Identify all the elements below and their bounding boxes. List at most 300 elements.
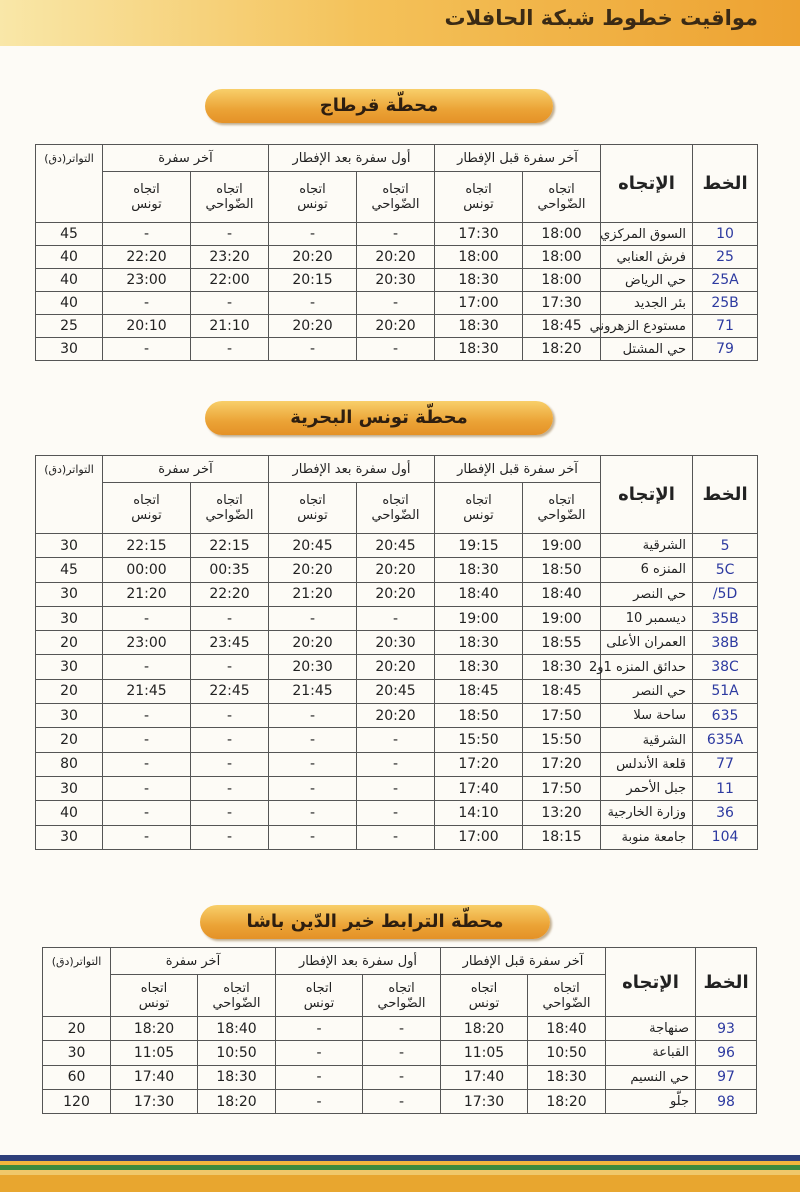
cell-first-after-iftar-suburbs: - — [363, 1089, 441, 1113]
cell-last-before-iftar-suburbs: 18:20 — [528, 1089, 606, 1113]
table-row — [36, 825, 758, 849]
cell-last-trip-tunis: 23:00 — [103, 631, 191, 655]
cell-first-after-iftar-tunis: - — [276, 1089, 363, 1113]
header-last-trip: آخر سفرة — [111, 948, 276, 975]
line-number: 635 — [693, 704, 758, 728]
cell-last-trip-tunis: 23:00 — [103, 269, 191, 292]
line-number: 5D/ — [693, 582, 758, 606]
header-dir-suburbs-word: اتجاه — [216, 182, 243, 197]
cell-first-after-iftar-tunis: - — [269, 728, 357, 752]
cell-last-before-iftar-tunis: 18:30 — [435, 269, 523, 292]
cell-last-before-iftar-tunis: 19:15 — [435, 534, 523, 558]
cell-last-before-iftar-tunis: 19:00 — [435, 606, 523, 630]
cell-frequency: 25 — [36, 315, 103, 338]
cell-last-before-iftar-tunis: 17:00 — [435, 825, 523, 849]
header-dir-suburbs — [357, 483, 435, 534]
cell-first-after-iftar-tunis: - — [276, 1065, 363, 1089]
header-dir-suburbs-place: الضّواحي — [371, 197, 420, 212]
direction-name: قلعة الأندلس — [601, 752, 693, 776]
header-dir-suburbs — [523, 483, 601, 534]
cell-first-after-iftar-suburbs: - — [363, 1041, 441, 1065]
cell-first-after-iftar-tunis: 20:15 — [269, 269, 357, 292]
cell-frequency: 20 — [36, 631, 103, 655]
cell-last-trip-tunis: 21:45 — [103, 679, 191, 703]
cell-last-before-iftar-tunis: 11:05 — [441, 1041, 528, 1065]
cell-frequency: 20 — [43, 1017, 111, 1041]
cell-first-after-iftar-tunis: - — [276, 1041, 363, 1065]
header-dir-tunis-place: تونس — [131, 508, 162, 523]
cell-last-trip-tunis: 00:00 — [103, 558, 191, 582]
header-dir-suburbs — [528, 975, 606, 1017]
cell-frequency: 30 — [36, 338, 103, 361]
cell-last-before-iftar-tunis: 17:20 — [435, 752, 523, 776]
line-number: 5 — [693, 534, 758, 558]
table-row — [36, 801, 758, 825]
cell-first-after-iftar-suburbs: - — [357, 752, 435, 776]
header-dir-tunis-word: اتجاه — [299, 493, 326, 508]
direction-name: فرش العنابي — [601, 246, 693, 269]
header-dir-tunis — [441, 975, 528, 1017]
cell-last-trip-tunis: 20:10 — [103, 315, 191, 338]
header-dir-tunis-word: اتجاه — [465, 493, 492, 508]
cell-first-after-iftar-suburbs: 20:20 — [357, 558, 435, 582]
cell-last-trip-suburbs: 18:40 — [198, 1017, 276, 1041]
table-row — [36, 338, 758, 361]
line-number: 79 — [693, 338, 758, 361]
direction-name: السوق المركزي — [601, 223, 693, 246]
cell-first-after-iftar-suburbs: - — [357, 338, 435, 361]
cell-frequency: 40 — [36, 246, 103, 269]
cell-first-after-iftar-suburbs: 20:45 — [357, 534, 435, 558]
cell-last-before-iftar-tunis: 18:20 — [441, 1017, 528, 1041]
cell-last-trip-suburbs: - — [191, 728, 269, 752]
cell-first-after-iftar-tunis: - — [276, 1017, 363, 1041]
cell-last-trip-tunis: - — [103, 776, 191, 800]
table-row — [36, 728, 758, 752]
schedule-table-kheireddine-pacha — [42, 947, 757, 1114]
cell-last-trip-tunis: 21:20 — [103, 582, 191, 606]
cell-last-trip-tunis: 17:30 — [111, 1089, 198, 1113]
cell-last-before-iftar-tunis: 18:30 — [435, 558, 523, 582]
header-dir-suburbs-place: الضّواحي — [542, 995, 591, 1011]
header-dir-suburbs-word: اتجاه — [223, 980, 250, 996]
cell-last-before-iftar-suburbs: 18:30 — [523, 655, 601, 679]
direction-name: جلّو — [606, 1089, 696, 1113]
header-dir-tunis — [269, 483, 357, 534]
cell-first-after-iftar-tunis: 21:20 — [269, 582, 357, 606]
header-dir-tunis — [103, 172, 191, 223]
cell-first-after-iftar-suburbs: - — [357, 728, 435, 752]
line-number: 96 — [696, 1041, 757, 1065]
cell-first-after-iftar-suburbs: 20:20 — [357, 582, 435, 606]
header-dir-tunis — [435, 483, 523, 534]
cell-last-before-iftar-tunis: 18:45 — [435, 679, 523, 703]
header-dir-tunis-word: اتجاه — [299, 182, 326, 197]
station-title-kheireddine-pacha: محطّة الترابط خير الدّين باشا — [200, 905, 550, 939]
header-row — [36, 145, 758, 172]
cell-last-trip-tunis: - — [103, 704, 191, 728]
cell-frequency: 20 — [36, 728, 103, 752]
direction-name: حي النصر — [601, 582, 693, 606]
cell-first-after-iftar-suburbs: 20:30 — [357, 269, 435, 292]
cell-last-before-iftar-tunis: 17:00 — [435, 292, 523, 315]
table-row — [36, 246, 758, 269]
header-dir-tunis-place: تونس — [297, 508, 328, 523]
cell-last-before-iftar-suburbs: 17:50 — [523, 776, 601, 800]
table-row — [36, 269, 758, 292]
footer-stripes — [0, 1155, 800, 1192]
header-row — [36, 456, 758, 483]
cell-last-before-iftar-tunis: 18:30 — [435, 655, 523, 679]
station-title-tunis-marine: محطّة تونس البحرية — [205, 401, 553, 435]
header-dir-tunis-word: اتجاه — [470, 980, 498, 996]
cell-first-after-iftar-suburbs: 20:20 — [357, 315, 435, 338]
cell-last-trip-tunis: 17:40 — [111, 1065, 198, 1089]
station-title-carthage: محطّة قرطاج — [205, 89, 553, 123]
cell-frequency: 40 — [36, 292, 103, 315]
header-dir-suburbs-place: الضّواحي — [205, 508, 254, 523]
cell-frequency: 30 — [43, 1041, 111, 1065]
cell-last-before-iftar-suburbs: 13:20 — [523, 801, 601, 825]
cell-last-before-iftar-tunis: 14:10 — [435, 801, 523, 825]
cell-first-after-iftar-suburbs: 20:20 — [357, 655, 435, 679]
cell-first-after-iftar-suburbs: 20:30 — [357, 631, 435, 655]
direction-name: القباعة — [606, 1041, 696, 1065]
header-first-after-iftar: أول سفرة بعد الإفطار — [276, 948, 441, 975]
cell-last-trip-tunis: - — [103, 801, 191, 825]
cell-last-trip-tunis: - — [103, 752, 191, 776]
cell-last-trip-tunis: 11:05 — [111, 1041, 198, 1065]
direction-name: العمران الأعلى — [601, 631, 693, 655]
header-dir-tunis-place: تونس — [463, 197, 494, 212]
cell-last-trip-suburbs: - — [191, 752, 269, 776]
cell-last-before-iftar-suburbs: 18:00 — [523, 223, 601, 246]
table-row — [36, 655, 758, 679]
cell-first-after-iftar-suburbs: - — [357, 825, 435, 849]
line-number: 77 — [693, 752, 758, 776]
stripe-orange — [0, 1175, 800, 1192]
cell-last-trip-tunis: 22:15 — [103, 534, 191, 558]
header-dir-suburbs — [191, 172, 269, 223]
cell-last-trip-suburbs: 22:20 — [191, 582, 269, 606]
line-number: 38C — [693, 655, 758, 679]
cell-last-trip-tunis: - — [103, 292, 191, 315]
table-row — [36, 631, 758, 655]
cell-frequency: 30 — [36, 776, 103, 800]
table-row — [36, 223, 758, 246]
cell-first-after-iftar-tunis: - — [269, 704, 357, 728]
header-dir-tunis — [276, 975, 363, 1017]
header-dir-suburbs-word: اتجاه — [388, 980, 415, 996]
cell-last-before-iftar-tunis: 17:40 — [435, 776, 523, 800]
line-number: 36 — [693, 801, 758, 825]
cell-last-trip-tunis: - — [103, 606, 191, 630]
line-number: 11 — [693, 776, 758, 800]
cell-first-after-iftar-suburbs: 20:45 — [357, 679, 435, 703]
cell-last-trip-tunis: 18:20 — [111, 1017, 198, 1041]
header-line: الخط — [696, 948, 757, 1017]
header-last-before-iftar: آخر سفرة قبل الإفطار — [441, 948, 606, 975]
cell-first-after-iftar-suburbs: - — [363, 1017, 441, 1041]
cell-first-after-iftar-tunis: 20:20 — [269, 315, 357, 338]
cell-last-before-iftar-tunis: 18:30 — [435, 338, 523, 361]
cell-last-trip-suburbs: - — [191, 704, 269, 728]
cell-last-trip-suburbs: 21:10 — [191, 315, 269, 338]
header-first-after-iftar: أول سفرة بعد الإفطار — [269, 145, 435, 172]
direction-name: ديسمبر 10 — [601, 606, 693, 630]
direction-name: صنهاجة — [606, 1017, 696, 1041]
direction-name: جبل الأحمر — [601, 776, 693, 800]
header-last-before-iftar: آخر سفرة قبل الإفطار — [435, 456, 601, 483]
cell-last-trip-tunis: - — [103, 655, 191, 679]
table-row — [36, 582, 758, 606]
cell-first-after-iftar-tunis: 20:20 — [269, 246, 357, 269]
line-number: 25 — [693, 246, 758, 269]
cell-frequency: 60 — [43, 1065, 111, 1089]
cell-frequency: 80 — [36, 752, 103, 776]
cell-last-before-iftar-tunis: 18:40 — [435, 582, 523, 606]
cell-first-after-iftar-suburbs: - — [357, 223, 435, 246]
cell-last-trip-suburbs: 22:45 — [191, 679, 269, 703]
page-title: مواقيت خطوط شبكة الحافلات — [444, 6, 758, 30]
cell-last-before-iftar-suburbs: 18:30 — [528, 1065, 606, 1089]
cell-last-trip-suburbs: - — [191, 776, 269, 800]
table-row — [36, 606, 758, 630]
header-line: الخط — [693, 145, 758, 223]
direction-name: مستودع الزهروني — [601, 315, 693, 338]
cell-first-after-iftar-tunis: - — [269, 292, 357, 315]
line-number: 98 — [696, 1089, 757, 1113]
cell-frequency: 30 — [36, 825, 103, 849]
header-dir-tunis-word: اتجاه — [305, 980, 333, 996]
cell-last-before-iftar-suburbs: 18:50 — [523, 558, 601, 582]
header-frequency: التواتر(دق) — [36, 145, 103, 223]
cell-frequency: 40 — [36, 801, 103, 825]
cell-last-before-iftar-tunis: 17:30 — [435, 223, 523, 246]
cell-frequency: 30 — [36, 704, 103, 728]
table-row — [43, 1017, 757, 1041]
cell-first-after-iftar-tunis: 20:20 — [269, 558, 357, 582]
schedule-table-tunis-marine — [35, 455, 758, 850]
table-row — [36, 704, 758, 728]
line-number: 25B — [693, 292, 758, 315]
cell-last-trip-suburbs: - — [191, 338, 269, 361]
header-frequency: التواتر(دق) — [36, 456, 103, 534]
cell-last-before-iftar-suburbs: 17:20 — [523, 752, 601, 776]
table-row — [36, 315, 758, 338]
direction-name: ساحة سلا — [601, 704, 693, 728]
header-dir-suburbs-word: اتجاه — [382, 493, 409, 508]
header-dir-suburbs-place: الضّواحي — [205, 197, 254, 212]
header-dir-tunis-word: اتجاه — [133, 182, 160, 197]
table-row — [36, 679, 758, 703]
direction-name: الشرقية — [601, 728, 693, 752]
header-dir-suburbs-place: الضّواحي — [377, 995, 426, 1011]
cell-last-before-iftar-suburbs: 18:45 — [523, 679, 601, 703]
cell-last-trip-tunis: - — [103, 825, 191, 849]
cell-last-before-iftar-suburbs: 18:20 — [523, 338, 601, 361]
header-dir-suburbs-word: اتجاه — [216, 493, 243, 508]
cell-first-after-iftar-tunis: 20:30 — [269, 655, 357, 679]
header-dir-tunis — [103, 483, 191, 534]
header-dir-suburbs-place: الضّواحي — [371, 508, 420, 523]
line-number: 35B — [693, 606, 758, 630]
cell-last-before-iftar-tunis: 18:30 — [435, 315, 523, 338]
cell-last-trip-suburbs: 23:45 — [191, 631, 269, 655]
cell-frequency: 30 — [36, 582, 103, 606]
cell-first-after-iftar-tunis: 20:45 — [269, 534, 357, 558]
header-dir-tunis-place: تونس — [138, 995, 170, 1011]
line-number: 635A — [693, 728, 758, 752]
cell-last-trip-suburbs: - — [191, 606, 269, 630]
header-dir-suburbs-place: الضّواحي — [537, 508, 586, 523]
header-dir-suburbs-place: الضّواحي — [537, 197, 586, 212]
header-dir-tunis-word: اتجاه — [465, 182, 492, 197]
direction-name: حي المشتل — [601, 338, 693, 361]
cell-frequency: 40 — [36, 269, 103, 292]
cell-first-after-iftar-tunis: 20:20 — [269, 631, 357, 655]
header-dir-suburbs — [191, 483, 269, 534]
direction-name: حي النسيم — [606, 1065, 696, 1089]
cell-frequency: 120 — [43, 1089, 111, 1113]
header-dir-tunis-place: تونس — [303, 995, 335, 1011]
table-row — [36, 776, 758, 800]
cell-last-before-iftar-suburbs: 17:50 — [523, 704, 601, 728]
cell-last-trip-suburbs: - — [191, 223, 269, 246]
top-banner — [0, 0, 800, 46]
cell-last-before-iftar-tunis: 17:40 — [441, 1065, 528, 1089]
cell-last-before-iftar-suburbs: 18:00 — [523, 269, 601, 292]
cell-last-trip-suburbs: 10:50 — [198, 1041, 276, 1065]
cell-frequency: 30 — [36, 534, 103, 558]
header-first-after-iftar: أول سفرة بعد الإفطار — [269, 456, 435, 483]
direction-name: حي النصر — [601, 679, 693, 703]
cell-last-trip-suburbs: 18:20 — [198, 1089, 276, 1113]
header-dir-suburbs-word: اتجاه — [548, 182, 575, 197]
header-dir-suburbs-word: اتجاه — [553, 980, 580, 996]
cell-last-before-iftar-tunis: 15:50 — [435, 728, 523, 752]
header-dir-tunis-word: اتجاه — [140, 980, 168, 996]
cell-last-before-iftar-tunis: 18:30 — [435, 631, 523, 655]
table-row — [43, 1089, 757, 1113]
header-last-trip: آخر سفرة — [103, 145, 269, 172]
cell-first-after-iftar-suburbs: - — [363, 1065, 441, 1089]
header-dir-tunis — [435, 172, 523, 223]
cell-first-after-iftar-tunis: 21:45 — [269, 679, 357, 703]
direction-name: المنزه 6 — [601, 558, 693, 582]
table-row — [36, 534, 758, 558]
table-row — [36, 292, 758, 315]
header-frequency: التواتر(دق) — [43, 948, 111, 1017]
cell-first-after-iftar-suburbs: 20:20 — [357, 704, 435, 728]
cell-last-before-iftar-suburbs: 15:50 — [523, 728, 601, 752]
cell-last-before-iftar-suburbs: 10:50 — [528, 1041, 606, 1065]
cell-first-after-iftar-suburbs: - — [357, 776, 435, 800]
cell-last-trip-tunis: - — [103, 223, 191, 246]
cell-last-before-iftar-tunis: 18:00 — [435, 246, 523, 269]
cell-last-trip-suburbs: 23:20 — [191, 246, 269, 269]
cell-last-trip-suburbs: - — [191, 292, 269, 315]
direction-name: حي الرياض — [601, 269, 693, 292]
cell-first-after-iftar-tunis: - — [269, 752, 357, 776]
header-dir-tunis-place: تونس — [463, 508, 494, 523]
cell-last-before-iftar-suburbs: 18:15 — [523, 825, 601, 849]
line-number: 71 — [693, 315, 758, 338]
table-row — [43, 1065, 757, 1089]
cell-frequency: 30 — [36, 606, 103, 630]
cell-last-trip-suburbs: - — [191, 825, 269, 849]
cell-last-trip-tunis: 22:20 — [103, 246, 191, 269]
direction-name: الشرقية — [601, 534, 693, 558]
line-number: 38B — [693, 631, 758, 655]
cell-first-after-iftar-tunis: - — [269, 338, 357, 361]
cell-last-before-iftar-suburbs: 18:55 — [523, 631, 601, 655]
cell-last-trip-suburbs: 18:30 — [198, 1065, 276, 1089]
header-direction: الإتجاه — [601, 456, 693, 534]
cell-last-before-iftar-suburbs: 18:00 — [523, 246, 601, 269]
line-number: 25A — [693, 269, 758, 292]
header-row — [43, 948, 757, 975]
header-direction: الإتجاه — [606, 948, 696, 1017]
header-dir-tunis-place: تونس — [297, 197, 328, 212]
cell-first-after-iftar-tunis: - — [269, 825, 357, 849]
cell-last-before-iftar-suburbs: 19:00 — [523, 606, 601, 630]
cell-first-after-iftar-suburbs: - — [357, 801, 435, 825]
cell-frequency: 20 — [36, 679, 103, 703]
cell-last-before-iftar-suburbs: 17:30 — [523, 292, 601, 315]
line-number: 10 — [693, 223, 758, 246]
header-direction: الإتجاه — [601, 145, 693, 223]
header-dir-tunis-word: اتجاه — [133, 493, 160, 508]
cell-last-before-iftar-tunis: 18:50 — [435, 704, 523, 728]
cell-last-before-iftar-suburbs: 18:45 — [523, 315, 601, 338]
header-last-trip: آخر سفرة — [103, 456, 269, 483]
cell-last-trip-suburbs: 22:15 — [191, 534, 269, 558]
header-line: الخط — [693, 456, 758, 534]
cell-first-after-iftar-tunis: - — [269, 606, 357, 630]
table-row — [43, 1041, 757, 1065]
header-dir-tunis — [111, 975, 198, 1017]
header-dir-suburbs-word: اتجاه — [548, 493, 575, 508]
cell-last-trip-tunis: - — [103, 728, 191, 752]
table-row — [36, 558, 758, 582]
line-number: 104 — [693, 825, 758, 849]
cell-last-trip-tunis: - — [103, 338, 191, 361]
cell-last-before-iftar-suburbs: 19:00 — [523, 534, 601, 558]
header-dir-tunis-place: تونس — [131, 197, 162, 212]
cell-first-after-iftar-suburbs: - — [357, 292, 435, 315]
header-dir-tunis-place: تونس — [468, 995, 500, 1011]
direction-name: جامعة منوبة — [601, 825, 693, 849]
line-number: 5C — [693, 558, 758, 582]
cell-first-after-iftar-suburbs: 20:20 — [357, 246, 435, 269]
cell-first-after-iftar-suburbs: - — [357, 606, 435, 630]
line-number: 51A — [693, 679, 758, 703]
header-dir-suburbs-word: اتجاه — [382, 182, 409, 197]
line-number: 97 — [696, 1065, 757, 1089]
header-last-before-iftar: آخر سفرة قبل الإفطار — [435, 145, 601, 172]
table-row — [36, 752, 758, 776]
header-dir-suburbs-place: الضّواحي — [212, 995, 261, 1011]
cell-last-trip-suburbs: 22:00 — [191, 269, 269, 292]
cell-frequency: 45 — [36, 558, 103, 582]
cell-last-before-iftar-tunis: 17:30 — [441, 1089, 528, 1113]
cell-frequency: 30 — [36, 655, 103, 679]
cell-first-after-iftar-tunis: - — [269, 776, 357, 800]
cell-last-before-iftar-suburbs: 18:40 — [523, 582, 601, 606]
cell-last-trip-suburbs: - — [191, 655, 269, 679]
direction-name: حدائق المنزه 1و2 — [601, 655, 693, 679]
